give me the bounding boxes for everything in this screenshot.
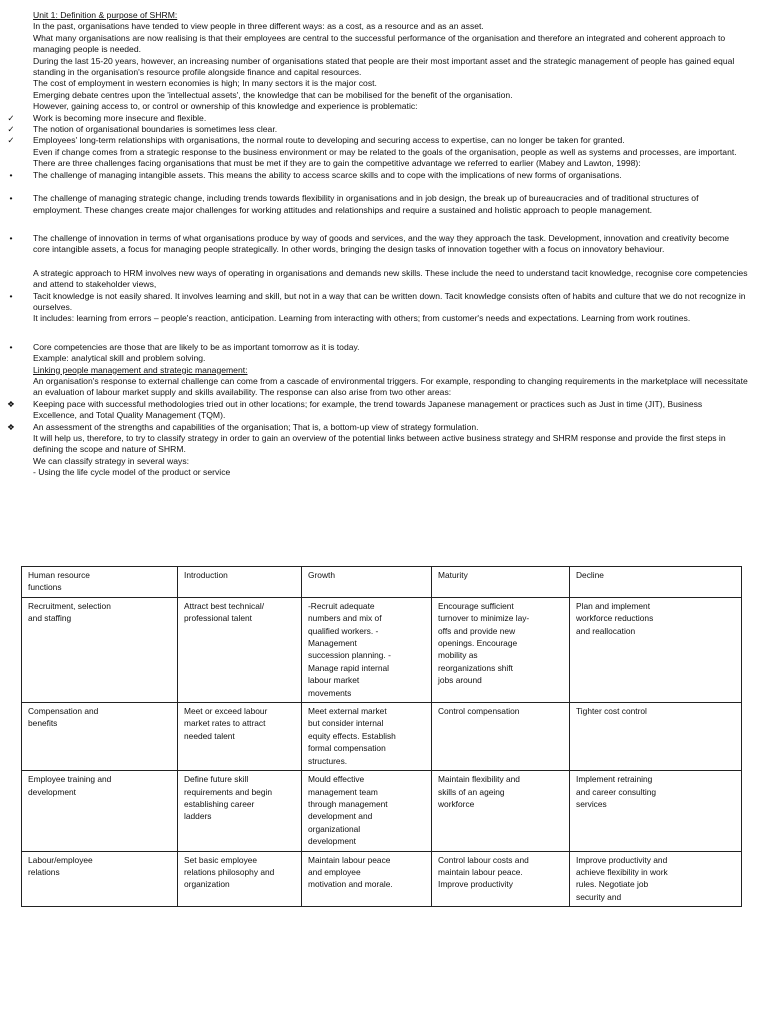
table-cell: Meet external market but consider internal equity effects. Establish formal compensation structures.: [302, 703, 432, 771]
table-cell: -Recruit adequate numbers and mix of qualified workers. -Management succession planning. -Manage rapid internal labour market movements: [302, 597, 432, 702]
table-cell: Control labour costs and maintain labour peace. Improve productivity: [432, 851, 570, 907]
table-cell: Compensation and benefits: [22, 703, 178, 771]
bullet-dot-icon: •: [9, 193, 13, 204]
checkmark-icon: ✓: [7, 135, 15, 146]
table-cell: Recruitment, selection and staffing: [22, 597, 178, 702]
unit-heading: Unit 1: Definition & purpose of SHRM:: [33, 10, 178, 20]
table-row: [22, 771, 742, 851]
paragraph: In the past, organisations have tended to view people in three different ways: as a cost, as a resource and as an asset.: [33, 21, 484, 32]
paragraph: There are three challenges facing organisations that must be met if they are to gain the competitive advantage we referred to earlier (Mabey and Lawton, 1998):: [33, 158, 641, 169]
table-header-cell: Growth: [302, 567, 432, 598]
paragraph: An organisation's response to external challenge can come from a cascade of environmental triggers. For example, responding to changing requirements in the marketplace will necessitate an evaluation of labour market supply and skills availability. The response can also arise from two other areas:: [33, 375, 748, 398]
diamond-list-item: ❖ Keeping pace with successful methodologies tried out in other locations; for example, the trend towards Japanese management or practices such as Just in time (JIT), Business Excellence, and Total Quality Management (TQM).: [7, 398, 703, 421]
table-cell: Employee training and development: [22, 771, 178, 851]
bullet-item: • Tacit knowledge is not easily shared. It involves learning and skill, but not in a way that can be written down. Tacit knowledge consists often of habits and culture that we do not recognize in ourselves.: [0, 291, 768, 314]
table-header-row: [22, 567, 742, 598]
paragraph: It includes: learning from errors – people's reaction, anticipation. Learning from interacting with others; from customer's needs and expectations. Learning from work routines.: [33, 313, 691, 324]
table-cell: Implement retraining and career consulting services: [570, 771, 742, 851]
table-header-cell: Human resource functions: [22, 567, 178, 598]
diamond-bullet-icon: ❖: [7, 421, 15, 432]
paragraph: However, gaining access to, or control or ownership of this knowledge and experience is problematic:: [33, 101, 418, 112]
bullet-item: • The challenge of innovation in terms of what organisations produce by way of goods and services, and the way they approach the task. Development, innovation and creativity become core intangible assets, a focus for managing people strategically. In other words, bringing the design tasks of innovation together with a focus on innovatory behaviour.: [0, 233, 768, 256]
table-cell: Encourage sufficient turnover to minimize lay-offs and provide new openings. Encourage mobility as reorganizations shift jobs around: [432, 597, 570, 702]
paragraph: During the last 15-20 years, however, an increasing number of organisations stated that people are their most important asset and the strategic management of people has gained equal standing in the organisation's resource profile alongside finance and capital resources.: [33, 55, 735, 78]
diamond-list-item: ❖ An assessment of the strengths and capabilities of the organisation; That is, a bottom-up view of strategy formulation.: [7, 421, 479, 432]
diamond-bullet-icon: ❖: [7, 398, 15, 409]
table-cell: Improve productivity and achieve flexibility in work rules. Negotiate job security and: [570, 851, 742, 907]
table-header-cell: Introduction: [178, 567, 302, 598]
bullet-item: • The challenge of managing strategic change, including trends towards flexibility in organisations and in job design, the break up of bureaucracies and of traditional structures of employment. These changes create major challenges for working attitudes and relationships and require a sustained and holistic approach to people management.: [0, 193, 768, 216]
table-cell: Plan and implement workforce reductions and reallocation: [570, 597, 742, 702]
table-row: [22, 851, 742, 907]
paragraph: Example: analytical skill and problem solving.: [33, 353, 206, 364]
table-cell: Attract best technical/ professional talent: [178, 597, 302, 702]
paragraph: - Using the life cycle model of the product or service: [33, 467, 231, 478]
check-list-item: ✓ Work is becoming more insecure and flexible.: [7, 112, 207, 123]
bullet-dot-icon: •: [9, 290, 13, 301]
paragraph: What many organisations are now realising is that their employees are central to the successful performance of the organisation and therefore an integrated and coherent approach to managing people is needed.: [33, 32, 726, 55]
paragraph: It will help us, therefore, to try to classify strategy in order to gain an overview of the potential links between active business strategy and SHRM response and provide the first steps in defining the scope and nature of SHRM.: [33, 433, 726, 455]
table-cell: Tighter cost control: [570, 703, 742, 771]
checkmark-icon: ✓: [7, 112, 15, 123]
table-cell: Define future skill requirements and begin establishing career ladders: [178, 771, 302, 851]
bullet-item: • The challenge of managing intangible assets. This means the ability to access scarce skills and to cope with the implications of new forms of organisations.: [0, 170, 768, 181]
table-row: [22, 597, 742, 702]
table-cell: Maintain flexibility and skills of an ageing workforce: [432, 771, 570, 851]
bullet-dot-icon: •: [9, 341, 13, 352]
table-header-cell: Maturity: [432, 567, 570, 598]
table-cell: Set basic employee relations philosophy and organization: [178, 851, 302, 907]
bullet-dot-icon: •: [9, 232, 13, 243]
table-cell: Maintain labour peace and employee motivation and morale.: [302, 851, 432, 907]
bullet-item: • Core competencies are those that are likely to be as important tomorrow as it is today.: [0, 342, 768, 353]
checkmark-icon: ✓: [7, 124, 15, 135]
table-row: [22, 703, 742, 771]
paragraph: The cost of employment in western economies is high; In many sectors it is the major cost.: [33, 78, 377, 89]
hr-lifecycle-table: [21, 566, 742, 907]
check-list-item: ✓ The notion of organisational boundaries is sometimes less clear.: [7, 124, 278, 135]
paragraph: Emerging debate centres upon the 'intellectual assets', the knowledge that can be mobilised for the benefit of the organisation.: [33, 89, 513, 100]
section-heading: Linking people management and strategic management:: [33, 364, 248, 375]
document-page: [0, 10, 768, 479]
bullet-dot-icon: •: [9, 169, 13, 180]
table-cell: Mould effective management team through management development and organizational development: [302, 771, 432, 851]
table-cell: Control compensation: [432, 703, 570, 771]
table-header-cell: Decline: [570, 567, 742, 598]
paragraph: Even if change comes from a strategic response to the business environment or may be related to the goals of the organisation, people as well as systems and processes, are important.: [33, 146, 737, 157]
check-list-item: ✓ Employees' long-term relationships with organisations, the normal route to developing and securing access to expertise, can no longer be taken for granted.: [7, 135, 625, 146]
paragraph: A strategic approach to HRM involves new ways of operating in organisations and demands new skills. These include the need to understand tacit knowledge, recognise core competencies and attend to stakeholder views,: [33, 267, 748, 290]
table-cell: Labour/employee relations: [22, 851, 178, 907]
paragraph: We can classify strategy in several ways:: [33, 455, 190, 466]
table-cell: Meet or exceed labour market rates to attract needed talent: [178, 703, 302, 771]
